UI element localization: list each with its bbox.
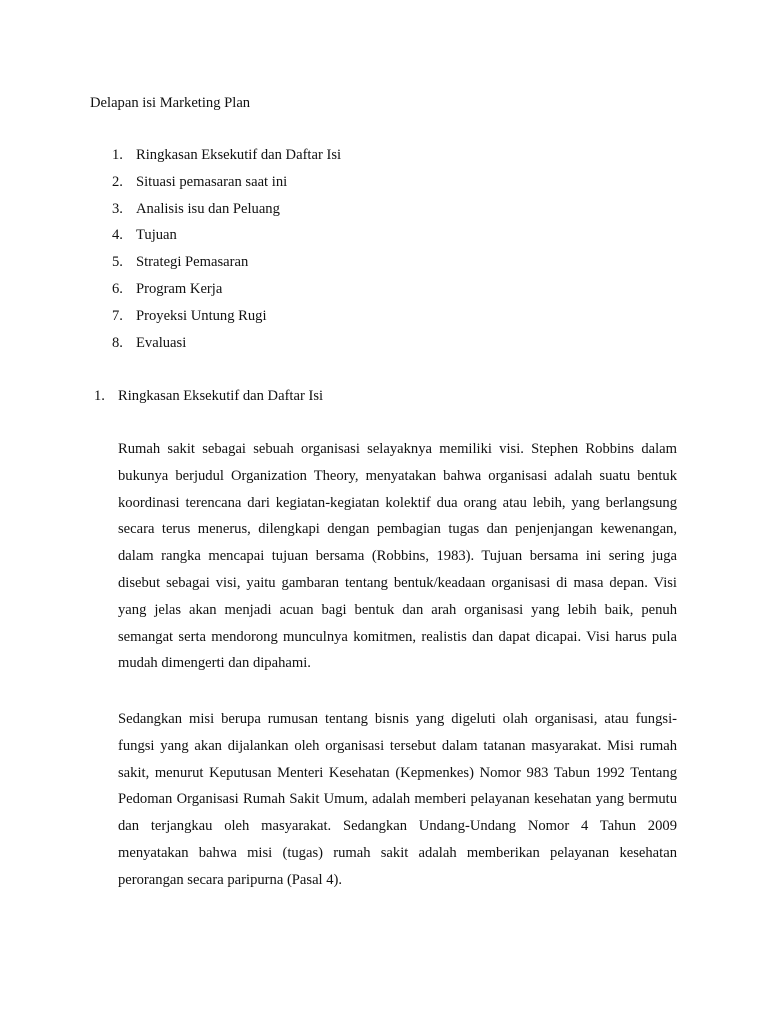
toc-item-number: 3. [112,200,123,217]
toc-item [0,225,700,252]
toc-item [0,145,700,172]
body-paragraph: Sedangkan misi berupa rumusan tentang bisnis yang digeluti olah organisasi, atau fungsi-fungsi yang akan dijalankan oleh organisasi tersebut dalam tatanan masyarakat. Misi rumah sakit, menurut Keputusan Menteri Kesehatan (Kepmenkes) Nomor 983 Tabun 1992 Tentang Pedoman Organisasi Rumah Sakit Umum, adalah memberi pelayanan kesehatan yang bermutu dan terjangkau oleh masyarakat. Sedangkan Undang-Undang Nomor 4 Tahun 2009 menyatakan bahwa misi (tugas) rumah sakit adalah memberikan pelayanan kesehatan perorangan secara paripurna (Pasal 4). [118,711,677,888]
toc-item-number: 8. [112,334,123,351]
toc-item-number: 5. [112,254,123,271]
toc-item [0,252,700,279]
document-title: Delapan isi Marketing Plan [90,95,251,111]
toc-item [0,306,700,333]
toc-item-number: 6. [112,280,123,297]
toc-item-label: Strategi Pemasaran [136,254,249,271]
table-of-contents [0,145,700,359]
toc-item-label: Ringkasan Eksekutif dan Daftar Isi [136,147,342,163]
toc-item-label: Tujuan [136,227,177,244]
toc-item-number: 1. [112,147,123,163]
toc-item-label: Evaluasi [136,334,187,351]
toc-item [0,279,700,306]
toc-item [0,172,700,199]
toc-item [0,199,700,226]
section-heading [0,386,700,406]
toc-item-label: Situasi pemasaran saat ini [136,173,288,190]
toc-item-label: Proyeksi Untung Rugi [136,307,267,324]
section-number: 1. [94,388,105,404]
body-paragraph: Rumah sakit sebagai sebuah organisasi selayaknya memiliki visi. Stephen Robbins dalam bukunya berjudul Organization Theory, menyatakan bahwa organisasi adalah suatu bentuk koordinasi terencana dari kegiatan-kegiatan kolektif dua orang atau lebih, yang berlangsung secara terus menerus, dilengkapi dengan pembagian tugas dan penjenjangan kewenangan, dalam rangka mencapai tujuan bersama (Robbins, 1983). Tujuan bersama ini sering juga disebut sebagai visi, yaitu gambaran tentang bentuk/keadaan organisasi di masa depan. Visi yang jelas akan menjadi acuan bagi bentuk dan arah organisasi yang lebih baik, penuh semangat serta mendorong munculnya komitmen, realistis dan dapat dicapai. Visi harus pula mudah dimengerti dan dipahami. [118,441,677,672]
section-title: Ringkasan Eksekutif dan Daftar Isi [118,388,324,404]
toc-item-number: 4. [112,227,123,244]
toc-item [0,333,700,360]
toc-item-number: 7. [112,307,123,324]
toc-item-number: 2. [112,173,123,190]
toc-item-label: Program Kerja [136,280,223,297]
toc-item-label: Analisis isu dan Peluang [136,200,280,217]
